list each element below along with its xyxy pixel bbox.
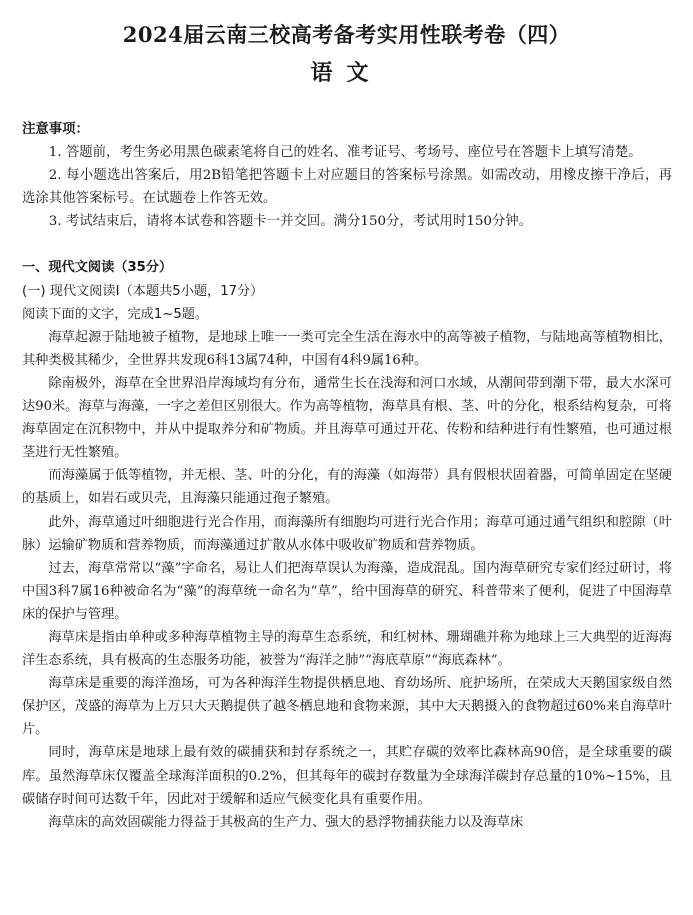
passage-paragraph: 海草床是指由单种或多种海草植物主导的海草生态系统，和红树林、珊瑚礁并称为地球上三大典型的近海海洋生态系统，具有极高的生态服务功能，被誉为“海洋之肺”“海底草原”“海底森林”。 — [22, 629, 672, 669]
notice-item: 3. 考试结束后，请将本试卷和答题卡一并交回。满分150分，考试用时150分钟。 — [48, 214, 533, 230]
passage-paragraph: 同时，海草床是地球上最有效的碳捕获和封存系统之一，其贮存碳的效率比森林高90倍，是全球重要的碳库。虽然海草床仅覆盖全球海洋面积的0.2%，但其每年的碳封存数量为全球海洋碳封存总量的10%~15%，且碳储存时间可达数千年，因此对于缓解和适应气候变化具有重要作用。 — [22, 745, 672, 807]
exam-title: 2024届云南三校高考备考实用性联考卷（四） — [122, 22, 571, 47]
passage-paragraph: 过去，海草常常以“藻”字命名，易让人们把海草误认为海藻，造成混乱。国内海草研究专家们经过研讨，将中国3科7属16种被命名为“藻”的海草统一命名为“草”，给中国海草的研究、科普带来了便利，促进了中国海草床的保护与管理。 — [22, 560, 672, 622]
notice-item: 1. 答题前，考生务必用黑色碳素笔将自己的姓名、准考证号、考场号、座位号在答题卡上填写清楚。 — [48, 145, 642, 161]
section-gap — [22, 233, 672, 256]
passage-paragraph: 除南极外，海草在全世界沿岸海域均有分布，通常生长在浅海和河口水域，从潮间带到潮下带，最大水深可达90米。海草与海藻，一字之差但区别很大。作为高等植物，海草具有根、茎、叶的分化，根系结构复杂，可将海草固定在沉积物中，并从中提取养分和矿物质。并且海草可通过开花、传粉和结种进行有性繁殖，也可通过根茎进行无性繁殖。 — [22, 375, 672, 461]
section-heading: 一、现代文阅读（35分） — [22, 260, 173, 276]
notice-heading: 注意事项： — [22, 122, 89, 137]
exam-content — [22, 118, 672, 834]
notice-item: 2. 每小题选出答案后，用2B铅笔把答题卡上对应题目的答案标号涂黑。如需改动，用橡皮擦干净后，再选涂其他答案标号。在试题卷上作答无效。 — [22, 168, 672, 207]
passage-paragraph: 海草床是重要的海洋渔场，可为各种海洋生物提供栖息地、育幼场所、庇护场所，在荣成大天鹅国家级自然保护区，茂盛的海草为上万只大天鹅提供了越冬栖息地和食物来源，其中大天鹅摄入的食物超过60%来自海草叶片。 — [22, 676, 672, 738]
passage-paragraph: 海草起源于陆地被子植物，是地球上唯一一类可完全生活在海水中的高等被子植物，与陆地高等植物相比，其种类极其稀少，全世界共发现6科13属74种，中国有4科9属16种。 — [22, 329, 672, 368]
reading-instruction: 阅读下面的文字，完成1~5题。 — [22, 306, 209, 322]
subsection-heading: (一) 现代文阅读Ⅰ（本题共5小题，17分） — [22, 283, 264, 299]
passage-paragraph: 而海藻属于低等植物，并无根、茎、叶的分化，有的海藻（如海带）具有假根状固着器，可简单固定在坚硬的基质上，如岩石或贝壳，且海藻只能通过孢子繁殖。 — [22, 468, 672, 507]
passage-paragraph: 此外，海草通过叶细胞进行光合作用，而海藻所有细胞均可进行光合作用；海草可通过通气组织和腔隙（叶脉）运输矿物质和营养物质，而海藻通过扩散从水体中吸收矿物质和营养物质。 — [22, 514, 672, 553]
subject-title: 语文 — [310, 60, 383, 86]
passage-paragraph: 海草床的高效固碳能力得益于其极高的生产力、强大的悬浮物捕获能力以及海草床 — [48, 814, 524, 830]
